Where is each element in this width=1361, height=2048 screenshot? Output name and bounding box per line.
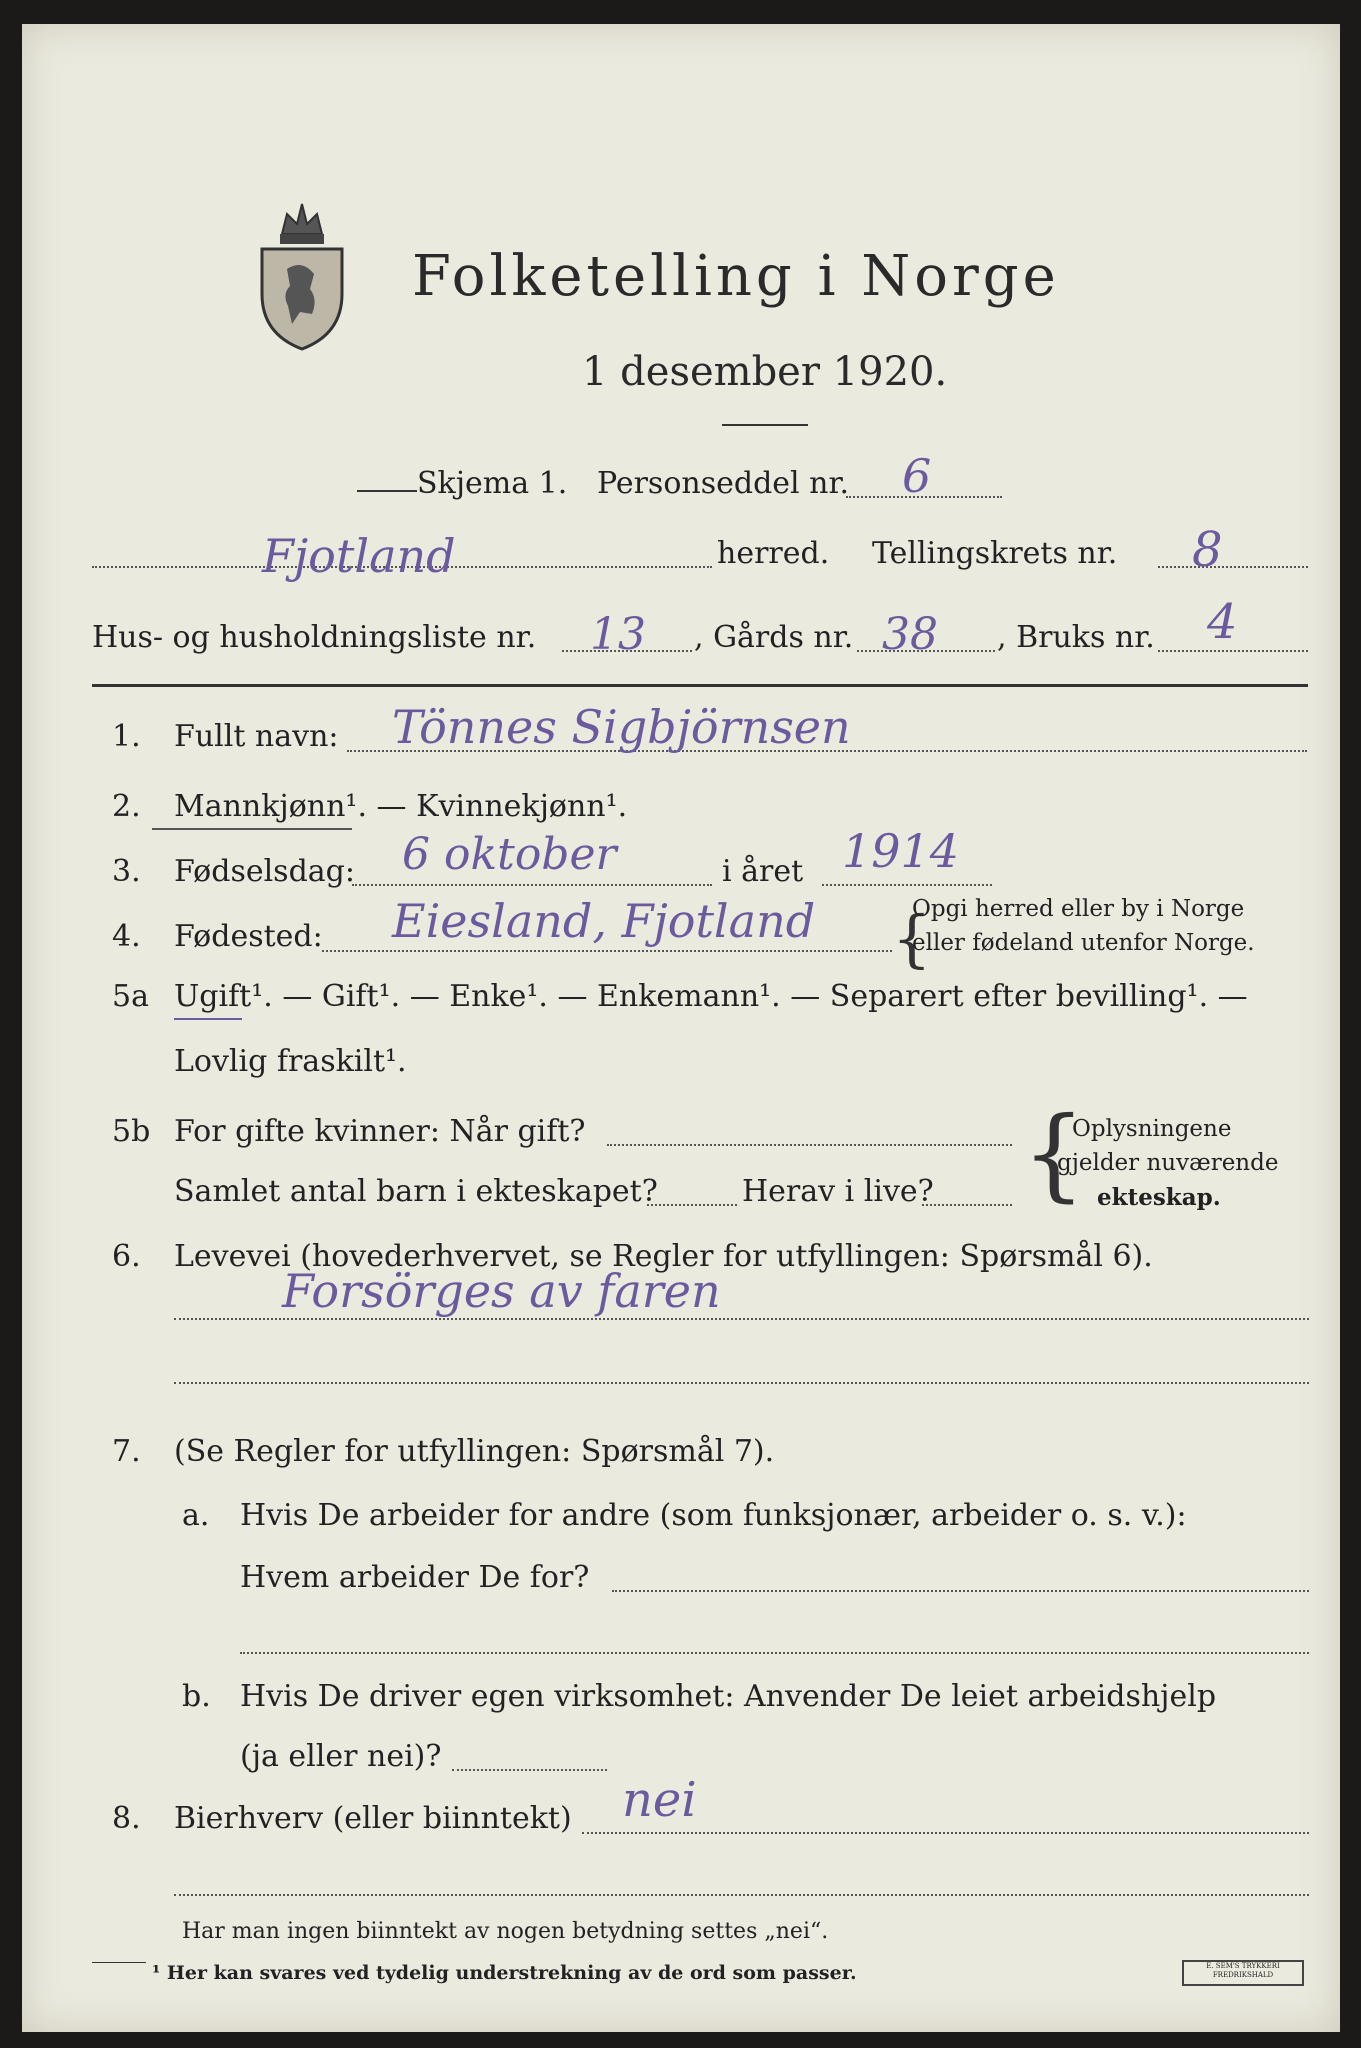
q5b-note-line3: ekteskap. (1097, 1184, 1221, 1211)
q7a-line-2 (240, 1652, 1309, 1654)
q2-label: Mannkjønn¹. — Kvinnekjønn¹. (174, 789, 628, 824)
q7b-letter: b. (182, 1679, 211, 1714)
q4-brace: { (892, 902, 932, 975)
q4-number: 4. (112, 919, 141, 954)
printer-mark (1182, 1960, 1304, 1986)
hus-value: 13 (590, 609, 646, 660)
q8-number: 8. (112, 1801, 141, 1836)
gards-label: , Gårds nr. (694, 620, 854, 655)
q8-line-2 (174, 1894, 1309, 1896)
tellingskrets-line (1158, 566, 1308, 568)
herred-label: herred. (717, 536, 830, 571)
header-rule (92, 684, 1308, 687)
q4-note-line1: Opgi herred eller by i Norge (912, 896, 1245, 922)
q5b-label-3: Herav i live? (742, 1174, 934, 1209)
schema-label: Skjema 1. (417, 466, 568, 501)
q7-number: 7. (112, 1434, 141, 1469)
footer-rule (92, 1962, 146, 1963)
q5b-number: 5b (112, 1114, 151, 1149)
q5b-brace: { (1022, 1095, 1086, 1212)
gards-value: 38 (882, 609, 938, 660)
q5b-label: For gifte kvinner: Når gift? (174, 1114, 586, 1149)
q5a-number: 5a (112, 979, 149, 1014)
q1-label: Fullt navn: (174, 719, 339, 754)
q1-value: Tönnes Sigbjörnsen (392, 700, 851, 754)
personseddel-value: 6 (902, 449, 932, 503)
q8-label: Bierhverv (eller biinntekt) (174, 1801, 572, 1836)
q5a-underline-mark (174, 1018, 242, 1020)
personseddel-label: Personseddel nr. (597, 466, 850, 501)
title-divider (722, 424, 808, 426)
q7a-label-2: Hvem arbeider De for? (240, 1560, 590, 1595)
tellingskrets-value: 8 (1192, 522, 1223, 578)
handwritten-dash (357, 490, 417, 492)
q8-line-1 (582, 1832, 1309, 1834)
q3-year-line (822, 884, 992, 886)
q5b-note-line2: gjelder nuværende (1057, 1150, 1279, 1176)
printer-mark-text: E. SEM'S TRYKKERI FREDRIKSHALD (1206, 1962, 1280, 1979)
q6-label: Levevei (hovederhvervet, se Regler for utfyllingen: Spørsmål 6). (174, 1239, 1153, 1274)
q7b-label: Hvis De driver egen virksomhet: Anvender De leiet arbeidshjelp (240, 1679, 1217, 1714)
q4-value: Eiesland, Fjotland (392, 894, 816, 948)
q4-label: Fødested: (174, 919, 323, 954)
q5a-label: Ugift¹. — Gift¹. — Enke¹. — Enkemann¹. — Separert efter bevilling¹. — (174, 979, 1248, 1014)
q7b-line (452, 1769, 607, 1771)
q3-year-value: 1914 (842, 824, 960, 878)
q5b-label-2: Samlet antal barn i ekteskapet? (174, 1174, 658, 1209)
q7a-line-1 (612, 1590, 1309, 1592)
form-date: 1 desember 1920. (582, 349, 948, 395)
census-form-sheet (22, 24, 1340, 2032)
q3-label: Fødselsdag: (174, 854, 355, 889)
q5a-label-2: Lovlig fraskilt¹. (174, 1044, 407, 1079)
q6-line-1 (174, 1318, 1309, 1320)
q5b-note-line1: Oplysningene (1072, 1116, 1232, 1142)
footnote: ¹ Her kan svares ved tydelig understrekning av de ord som passer. (152, 1962, 857, 1984)
q4-line (322, 950, 892, 952)
q3-number: 3. (112, 854, 141, 889)
bruks-label: , Bruks nr. (997, 620, 1155, 655)
norwegian-coat-of-arms-icon (252, 194, 352, 358)
q1-number: 1. (112, 719, 141, 754)
q7a-label: Hvis De arbeider for andre (som funksjonær, arbeider o. s. v.): (240, 1498, 1187, 1533)
bruks-line (1158, 650, 1308, 652)
q5b-when-line (607, 1144, 1012, 1146)
tellingskrets-label: Tellingskrets nr. (872, 536, 1118, 571)
form-title: Folketelling i Norge (412, 244, 1060, 309)
q7b-label-2: (ja eller nei)? (240, 1739, 442, 1774)
q3-line (352, 884, 712, 886)
q3-year-label: i året (722, 854, 804, 889)
q5b-alive-line (922, 1204, 1012, 1206)
herred-value: Fjotland (262, 529, 456, 583)
q7-label: (Se Regler for utfyllingen: Spørsmål 7). (174, 1434, 775, 1469)
q5b-children-line (647, 1204, 737, 1206)
q4-note-line2: eller fødeland utenfor Norge. (912, 930, 1255, 956)
bruks-value: 4 (1207, 594, 1238, 650)
q2-number: 2. (112, 789, 141, 824)
footer-note: Har man ingen biinntekt av nogen betydning settes „nei“. (182, 1919, 829, 1944)
q6-value: Forsörges av faren (282, 1264, 721, 1318)
q7a-letter: a. (182, 1498, 210, 1533)
q3-value: 6 oktober (402, 829, 617, 880)
q2-underline-mark (152, 828, 352, 830)
q6-line-2 (174, 1382, 1309, 1384)
q8-value: nei (622, 1772, 697, 1828)
hus-label: Hus- og husholdningsliste nr. (92, 620, 537, 655)
q6-number: 6. (112, 1239, 141, 1274)
